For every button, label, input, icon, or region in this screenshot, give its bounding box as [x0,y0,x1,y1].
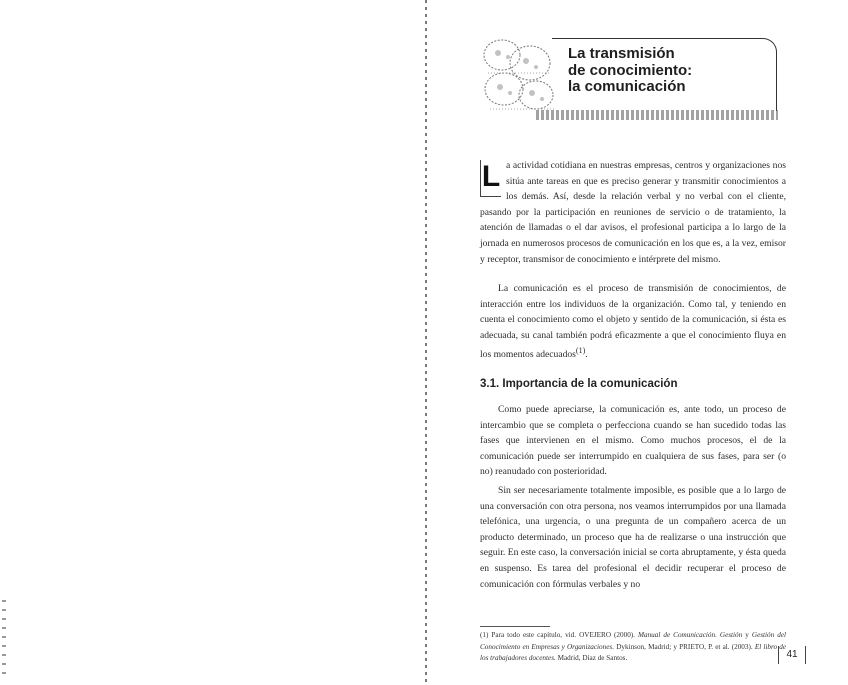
page-number: 41 [778,646,806,664]
section-paragraph-1: Como puede apreciarse, la comunicación es, ante todo, un proceso de intercambio que se completa o perfecciona cuando se han sucedido todas las fases que intervienen en el mismo. Como muchos procesos, el de la comunicación puede ser interrumpido en cualquiera de sus fases, para ser (o no) reanudado con posterioridad. [480,404,786,478]
footnote-publisher-1: Dykinson, Madrid; y PRIETO, P. et al. (2003). [616,642,753,651]
footnote-publisher-2: Madrid, Díaz de Santos. [557,654,628,662]
chapter-title-line-3: la comunicación [568,78,686,95]
footnote-title-3: El libro de los trabajadores docentes. [480,642,787,662]
footnote [480,630,786,665]
section-heading: 3.1. Importancia de la comunicación [480,378,678,390]
chapter-title [568,46,768,96]
chapter-title-line-1: La transmisión [568,45,675,62]
book-spine-divider [425,0,427,685]
paragraph-intro-text: a actividad cotidiana en nuestras empresas, centros y organizaciones nos sitúa ante tareas en que es preciso generar y transmitir conocimientos a los demás. Así, desde la relación verbal y no verbal con el cliente, pasando por la participación en reuniones de servicio o de tratamiento, la atención de llamadas o el dar avisos, el profesional participa a lo largo de la jornada en numerosos procesos de comunicación en los que es, a la vez, emisor y receptor, transmisor de conocimiento e intérprete del mismo. [480,160,786,265]
footnote-separator [480,626,550,627]
paragraph-definition-text: La comunicación es el proceso de transmisión de conocimientos, de interacción entre los individuos de la organización. Como tal, y teniendo en cuenta el conocimiento como el objeto y sentido de la comunicación, si ésta es adecuada, su canal también podrá eficazmente a que el conocimiento fluya en los momentos adecuados [480,283,786,361]
footnote-title-2: Gestión del Conocimiento en Empresas y Organizaciones. [480,631,787,651]
footnote-reference[interactable]: (1) [575,346,586,356]
section-paragraph-2: Sin ser necesariamente totalmente imposible, es posible que a lo largo de una conversación con otra persona, nos veamos interrumpidos por una llamada telefónica, una urgencia, o una pregunta de un compañero acerca de un producto determinado, un proceso que ha de realizarse o una instrucción que seguir. En este caso, la conversación inicial se corta abruptamente, y ésta queda en suspenso. Es tarea del profesional el decidir recuperar el proceso de comunicación con fórmulas verbales y no [480,485,786,590]
chapter-title-line-2: de conocimiento: [568,61,693,79]
drop-cap: L [480,160,501,197]
paragraph-communication-definition: La comunicación es el proceso de transmisión de conocimientos, de interacción entre los individuos de la organización. Como tal, y teniendo en cuenta el conocimiento como el objeto y sentido de la comunicación, si ésta es adecuada, su canal también podrá eficazmente a que el conocimiento fluya en los momentos adecuados$^{(1)}$. [480,283,786,361]
left-page-edge-marks [2,600,6,680]
chapter-title-underline [536,110,778,120]
speech-bubbles-ornament-icon [480,33,558,115]
footnote-title-1: Manual de Comunicación. Gestión [638,631,743,639]
paragraph-intro [480,158,786,267]
right-page [470,0,810,685]
footnote-connector: y [745,631,749,639]
footnote-authors: (1) Para todo este capítulo, vid. OVEJERO (2000). [480,631,635,639]
